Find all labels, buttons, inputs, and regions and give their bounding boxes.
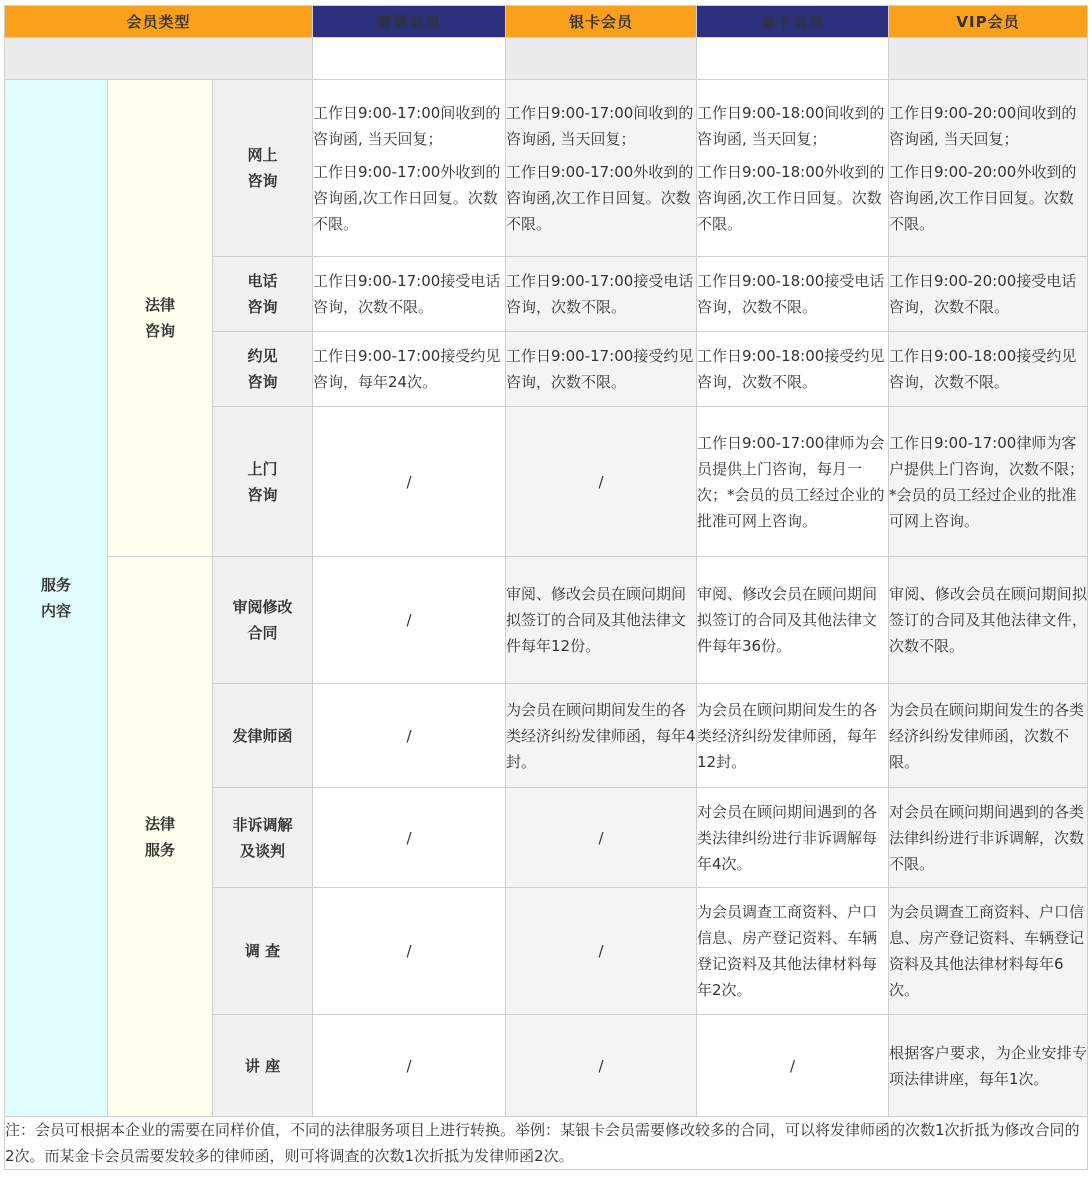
- spacer-cell: [697, 38, 889, 80]
- item-label-line: 调 查: [244, 942, 281, 960]
- cell-line: 工作日9:00-17:00接受约见咨询，次数不限。: [506, 347, 694, 391]
- cell-line: 为会员在顾问期间发生的各类经济纠纷发律师函，每年12封。: [697, 700, 878, 771]
- cell-regular: /: [313, 788, 506, 888]
- service-label-line: 服务: [40, 576, 71, 594]
- cell-regular: /: [313, 1015, 506, 1117]
- cell-vip: [889, 788, 1088, 888]
- cell-line: 工作日9:00-18:00间收到的咨询函, 当天回复；: [697, 103, 885, 148]
- cell-line: 为会员调查工商资料、户口信息、房产登记资料、车辆登记资料及其他法律材料每年2次。: [697, 903, 878, 999]
- row-contract-review: [5, 557, 1088, 684]
- tier-header-regular: 普通会员: [313, 6, 506, 38]
- cell-line: 工作日9:00-17:00间收到的咨询函, 当天回复；: [506, 103, 694, 148]
- cell-line: 工作日9:00-20:00外收到的咨询函,次工作日回复。次数不限。: [889, 162, 1077, 233]
- cell-gold: [697, 788, 889, 888]
- item-label-line: 网上: [247, 146, 278, 164]
- item-label-line: 咨询: [247, 298, 278, 316]
- cell-vip: [889, 80, 1088, 257]
- note-row: [5, 1117, 1088, 1170]
- cell-line: 工作日9:00-20:00间收到的咨询函, 当天回复；: [889, 103, 1077, 148]
- cell-silver: [506, 684, 697, 788]
- tier-header-silver: 银卡会员: [506, 6, 697, 38]
- item-investigation: [213, 888, 313, 1015]
- header-row: [5, 6, 1088, 38]
- cell-gold: /: [697, 1015, 889, 1117]
- cell-gold: [697, 257, 889, 332]
- cell-line: 工作日9:00-17:00律师为会员提供上门咨询，每月一次；*会员的员工经过企业的批准可网上咨询。: [697, 433, 885, 530]
- category-legal-service: [108, 557, 213, 1117]
- cell-vip: [889, 888, 1088, 1015]
- membership-comparison-table: [4, 5, 1088, 1170]
- cell-regular: [313, 80, 506, 257]
- cell-regular: [313, 332, 506, 407]
- cell-line: 工作日9:00-17:00外收到的咨询函,次工作日回复。次数不限。: [313, 162, 501, 233]
- cell-line: 工作日9:00-17:00接受电话咨询，次数不限。: [506, 272, 694, 316]
- cell-line: 工作日9:00-17:00外收到的咨询函,次工作日回复。次数不限。: [506, 162, 694, 233]
- cell-vip: [889, 332, 1088, 407]
- cell-vip: [889, 407, 1088, 557]
- cell-silver: [506, 80, 697, 257]
- cell-regular: /: [313, 684, 506, 788]
- cell-line: 工作日9:00-17:00律师为客户提供上门咨询，次数不限；*会员的员工经过企业的批准可网上咨询。: [889, 433, 1085, 530]
- item-label-line: 上门: [247, 459, 278, 478]
- cell-regular: /: [313, 888, 506, 1015]
- cell-regular: /: [313, 407, 506, 557]
- cell-line: 对会员在顾问期间遇到的各类法律纠纷进行非诉调解每年4次。: [697, 802, 878, 873]
- item-contract-review: [213, 557, 313, 684]
- cell-gold: [697, 80, 889, 257]
- cell-silver: /: [506, 888, 697, 1015]
- cell-regular: /: [313, 557, 506, 684]
- spacer-cell: [5, 38, 313, 80]
- service-label-line: 内容: [40, 602, 71, 620]
- item-label-line: 电话: [247, 272, 278, 290]
- cell-vip: [889, 257, 1088, 332]
- cell-line: 工作日9:00-18:00接受电话咨询，次数不限。: [697, 272, 885, 316]
- tier-header-gold: 金卡会员: [697, 6, 889, 38]
- item-label-line: 审阅修改: [232, 598, 293, 616]
- cell-gold: [697, 684, 889, 788]
- item-mediation: [213, 788, 313, 888]
- item-label-line: 发律师函: [232, 726, 293, 745]
- item-label-line: 咨询: [247, 172, 278, 190]
- spacer-cell: [889, 38, 1088, 80]
- cell-silver: [506, 332, 697, 407]
- category-label-line: 法律: [144, 814, 175, 833]
- cell-line: 为会员在顾问期间发生的各类经济纠纷发律师函，每年4封。: [506, 700, 696, 771]
- member-type-header: 会员类型: [5, 6, 313, 38]
- cell-line: 工作日9:00-17:00接受电话咨询，次数不限。: [313, 272, 501, 316]
- cell-vip: [889, 684, 1088, 788]
- spacer-row: [5, 38, 1088, 80]
- item-lecture: [213, 1015, 313, 1117]
- cell-silver: [506, 257, 697, 332]
- cell-line: 为会员调查工商资料、户口信息、房产登记资料、车辆登记资料及其他法律材料每年6次。: [889, 903, 1085, 999]
- cell-vip: [889, 557, 1088, 684]
- cell-gold: [697, 557, 889, 684]
- item-label-line: 咨询: [247, 373, 278, 391]
- item-label-line: 合同: [247, 624, 278, 642]
- spacer-cell: [313, 38, 506, 80]
- tier-header-vip: VIP会员: [889, 6, 1088, 38]
- cell-silver: /: [506, 407, 697, 557]
- cell-line: 工作日9:00-17:00间收到的咨询函, 当天回复；: [313, 103, 501, 148]
- footnote: 注：会员可根据本企业的需要在同样价值，不同的法律服务项目上进行转换。举例：某银卡会员需要修改较多的合同，可以将发律师函的次数1次折抵为修改合同的2次。而某金卡会员需要发较多的律师函，则可将调查的次数1次折抵为发律师函2次。: [5, 1117, 1088, 1170]
- cell-line: 工作日9:00-18:00接受约见咨询，次数不限。: [889, 347, 1077, 391]
- cell-line: 工作日9:00-18:00外收到的咨询函,次工作日回复。次数不限。: [697, 162, 885, 233]
- cell-gold: [697, 888, 889, 1015]
- cell-silver: [506, 557, 697, 684]
- item-onsite-consult: [213, 407, 313, 557]
- item-label-line: 约见: [247, 347, 278, 365]
- service-content-label: [5, 80, 108, 1117]
- cell-line: 根据客户要求，为企业安排专项法律讲座，每年1次。: [889, 1043, 1087, 1088]
- item-lawyer-letter: [213, 684, 313, 788]
- row-online-consult: [5, 80, 1088, 257]
- cell-line: 工作日9:00-17:00接受约见咨询，每年24次。: [313, 347, 501, 391]
- cell-line: 为会员在顾问期间发生的各类经济纠纷发律师函，次数不限。: [889, 700, 1085, 771]
- cell-line: 工作日9:00-18:00接受约见咨询，次数不限。: [697, 347, 885, 391]
- cell-line: 对会员在顾问期间遇到的各类法律纠纷进行非诉调解，次数不限。: [889, 802, 1085, 873]
- cell-vip: [889, 1015, 1088, 1117]
- category-label-line: 服务: [144, 840, 175, 859]
- item-label-line: 咨询: [247, 485, 278, 504]
- cell-gold: [697, 407, 889, 557]
- category-label-line: 法律: [144, 296, 175, 314]
- cell-line: 审阅、修改会员在顾问期间拟签订的合同及其他法律文件每年12份。: [506, 585, 687, 655]
- cell-silver: /: [506, 788, 697, 888]
- item-label-line: 讲 座: [244, 1056, 281, 1075]
- cell-line: 审阅、修改会员在顾问期间拟签订的合同及其他法律文件，次数不限。: [889, 585, 1087, 655]
- category-label-line: 咨询: [144, 322, 175, 340]
- item-label-line: 非诉调解: [232, 815, 293, 834]
- cell-line: 审阅、修改会员在顾问期间拟签订的合同及其他法律文件每年36份。: [697, 585, 878, 655]
- cell-gold: [697, 332, 889, 407]
- spacer-cell: [506, 38, 697, 80]
- item-phone-consult: [213, 257, 313, 332]
- item-online-consult: [213, 80, 313, 257]
- cell-regular: [313, 257, 506, 332]
- item-appointment-consult: [213, 332, 313, 407]
- category-legal-consult: [108, 80, 213, 557]
- cell-silver: /: [506, 1015, 697, 1117]
- cell-line: 工作日9:00-20:00接受电话咨询，次数不限。: [889, 272, 1077, 316]
- item-label-line: 及谈判: [239, 841, 285, 860]
